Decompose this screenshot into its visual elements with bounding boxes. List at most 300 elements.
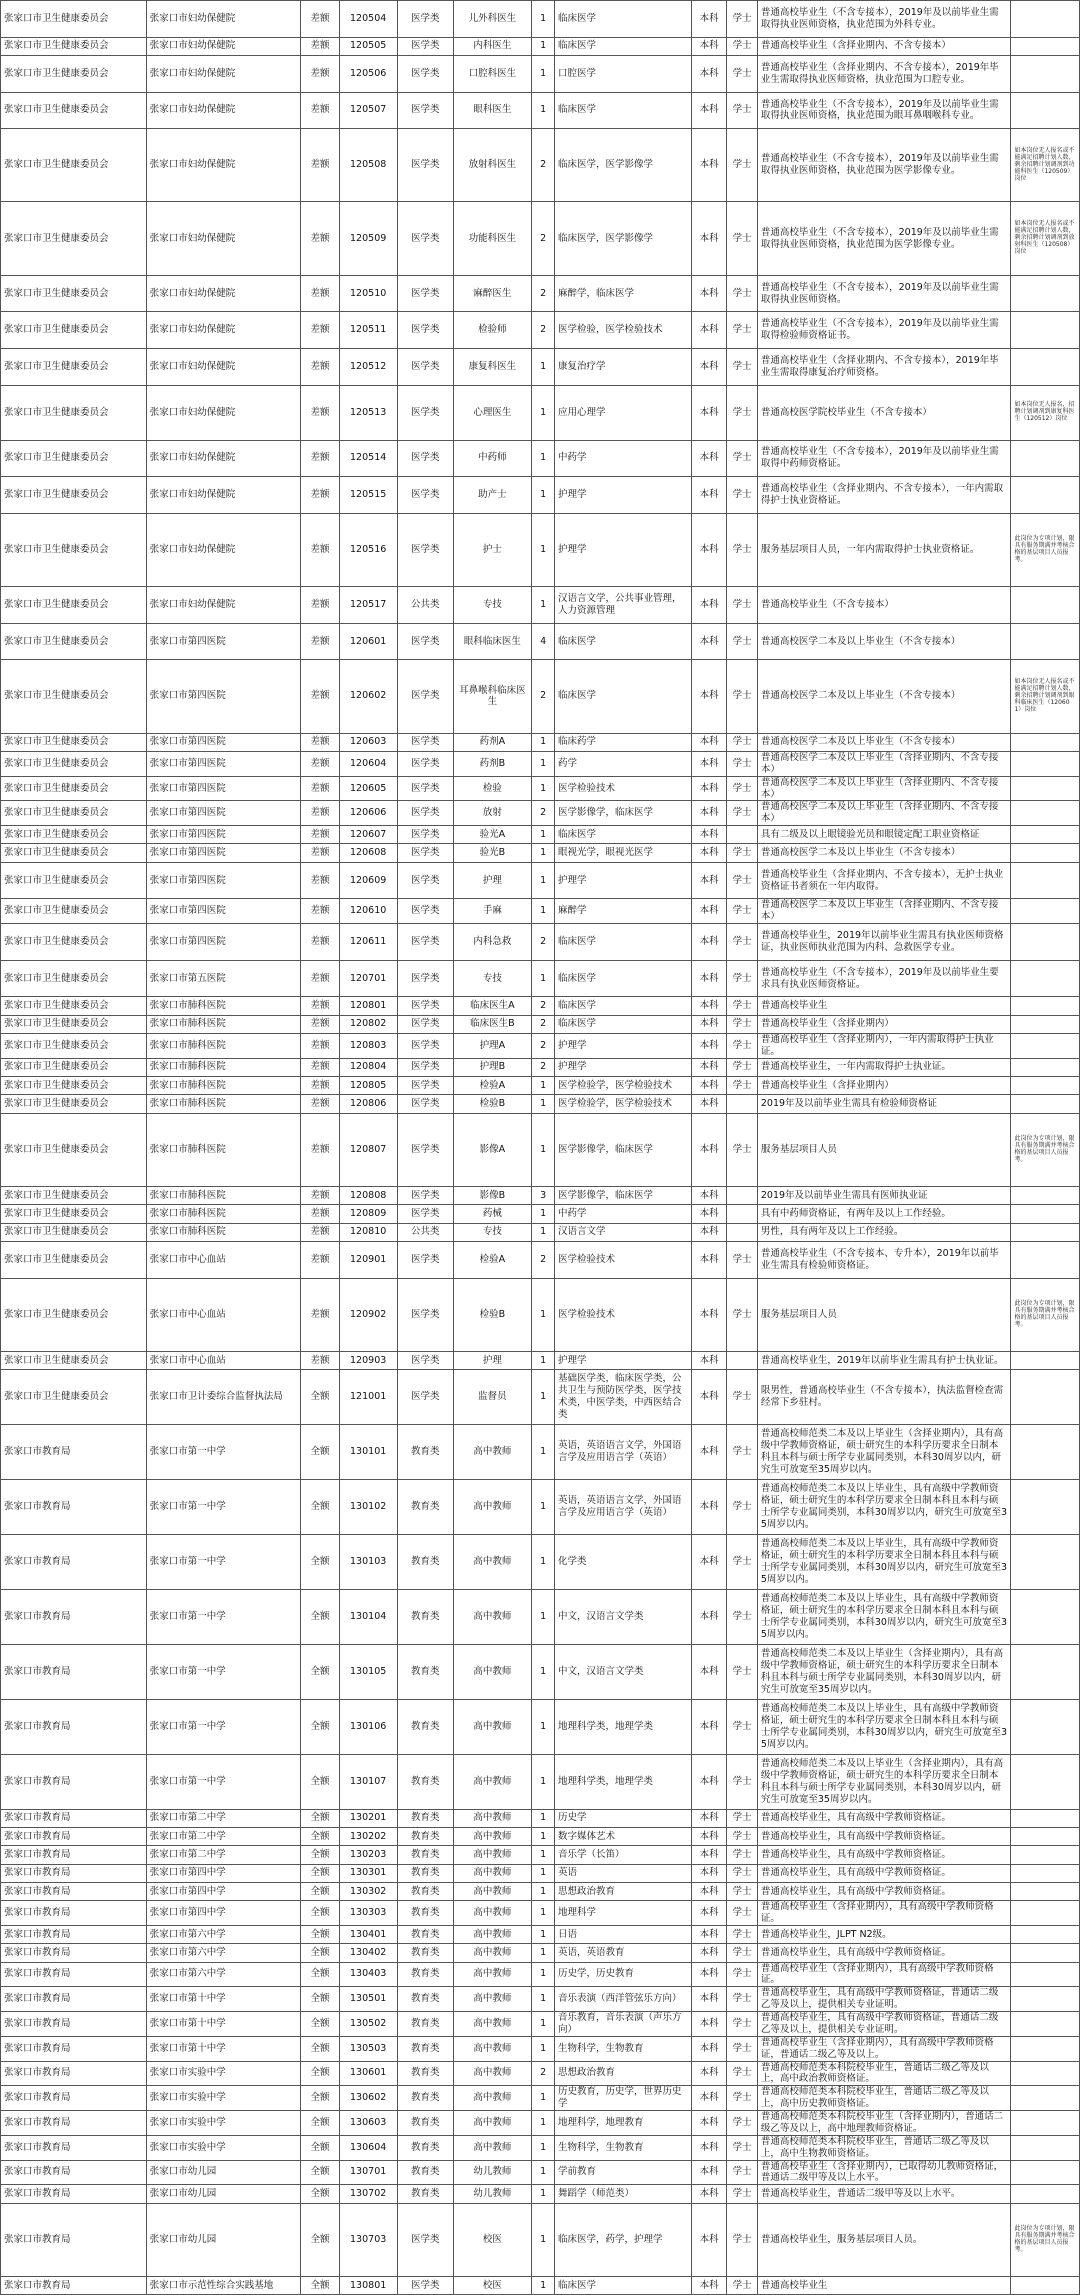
education-cell: 本科 bbox=[691, 37, 727, 55]
unit-cell: 张家口市肺科医院 bbox=[146, 1113, 301, 1186]
major-cell: 护理学 bbox=[555, 513, 692, 586]
unit-cell: 张家口市妇幼保健院 bbox=[146, 440, 301, 477]
position-code-cell: 120517 bbox=[339, 587, 397, 624]
category-cell: 医学类 bbox=[397, 623, 453, 660]
major-cell: 临床医学 bbox=[555, 2276, 692, 2294]
category-cell: 医学类 bbox=[397, 862, 453, 899]
department-cell: 张家口市卫生健康委员会 bbox=[1, 997, 147, 1015]
position-name-cell: 高中教师 bbox=[453, 2086, 532, 2111]
degree-cell: 学士 bbox=[727, 960, 757, 997]
unit-cell: 张家口市第四医院 bbox=[146, 862, 301, 899]
headcount-cell: 2 bbox=[532, 801, 555, 826]
education-cell: 本科 bbox=[691, 1351, 727, 1369]
position-name-cell: 内科急救 bbox=[453, 924, 532, 961]
funding-cell: 差额 bbox=[301, 1034, 339, 1059]
remarks-cell bbox=[1011, 275, 1080, 312]
remarks-cell bbox=[1011, 1095, 1080, 1113]
major-cell: 医学影像学，临床医学 bbox=[555, 1113, 692, 1186]
department-cell: 张家口市教育局 bbox=[1, 2276, 147, 2294]
department-cell: 张家口市卫生健康委员会 bbox=[1, 776, 147, 801]
department-cell: 张家口市教育局 bbox=[1, 1809, 147, 1827]
position-name-cell: 高中教师 bbox=[453, 1644, 532, 1699]
degree-cell: 学士 bbox=[727, 1962, 757, 1987]
remarks-cell bbox=[1011, 960, 1080, 997]
department-cell: 张家口市卫生健康委员会 bbox=[1, 751, 147, 776]
category-cell: 医学类 bbox=[397, 1278, 453, 1351]
table-row bbox=[1, 2036, 1080, 2061]
education-cell: 本科 bbox=[691, 1077, 727, 1095]
education-cell: 本科 bbox=[691, 960, 727, 997]
degree-cell: 学士 bbox=[727, 751, 757, 776]
funding-cell: 差额 bbox=[301, 776, 339, 801]
table-row bbox=[1, 776, 1080, 801]
headcount-cell: 1 bbox=[532, 1351, 555, 1369]
position-name-cell: 眼科医生 bbox=[453, 92, 532, 129]
major-cell: 药学 bbox=[555, 751, 692, 776]
table-row bbox=[1, 801, 1080, 826]
unit-cell: 张家口市肺科医院 bbox=[146, 1095, 301, 1113]
funding-cell: 差额 bbox=[301, 924, 339, 961]
category-cell: 医学类 bbox=[397, 733, 453, 751]
degree-cell: 学士 bbox=[727, 385, 757, 440]
funding-cell: 差额 bbox=[301, 801, 339, 826]
remarks-cell bbox=[1011, 1809, 1080, 1827]
unit-cell: 张家口市第二中学 bbox=[146, 1809, 301, 1827]
education-cell: 本科 bbox=[691, 2061, 727, 2086]
position-name-cell: 功能科医生 bbox=[453, 202, 532, 275]
education-cell: 本科 bbox=[691, 1113, 727, 1186]
headcount-cell: 1 bbox=[532, 751, 555, 776]
requirements-cell: 普通高校师范类本科院校毕业生，普通话二级乙等及以上，高中生物教师资格证。 bbox=[757, 2135, 1011, 2160]
unit-cell: 张家口市第四医院 bbox=[146, 733, 301, 751]
degree-cell: 学士 bbox=[727, 312, 757, 349]
degree-cell: 学士 bbox=[727, 513, 757, 586]
major-cell: 医学检验学，医学检验技术 bbox=[555, 1095, 692, 1113]
degree-cell bbox=[727, 826, 757, 844]
funding-cell: 差额 bbox=[301, 202, 339, 275]
unit-cell: 张家口市第五医院 bbox=[146, 960, 301, 997]
position-code-cell: 130602 bbox=[339, 2086, 397, 2111]
position-code-cell: 120804 bbox=[339, 1058, 397, 1076]
requirements-cell: 普通高校医学二本及以上毕业生（不含专接本） bbox=[757, 623, 1011, 660]
position-name-cell: 高中教师 bbox=[453, 2012, 532, 2037]
funding-cell: 全额 bbox=[301, 1827, 339, 1845]
department-cell: 张家口市教育局 bbox=[1, 1425, 147, 1480]
position-name-cell: 高中教师 bbox=[453, 1534, 532, 1589]
education-cell: 本科 bbox=[691, 385, 727, 440]
remarks-cell bbox=[1011, 1077, 1080, 1095]
remarks-cell bbox=[1011, 1644, 1080, 1699]
department-cell: 张家口市卫生健康委员会 bbox=[1, 844, 147, 862]
funding-cell: 差额 bbox=[301, 1015, 339, 1033]
headcount-cell: 1 bbox=[532, 1077, 555, 1095]
table-row bbox=[1, 477, 1080, 514]
remarks-cell: 如本岗位无人报名，招聘计划调剂到康复科医生（120512）岗位 bbox=[1011, 385, 1080, 440]
remarks-cell bbox=[1011, 2135, 1080, 2160]
department-cell: 张家口市卫生健康委员会 bbox=[1, 826, 147, 844]
requirements-cell: 普通高校毕业生，2019年以前毕业生需具有护士执业证。 bbox=[757, 1351, 1011, 1369]
remarks-cell bbox=[1011, 899, 1080, 924]
position-code-cell: 120611 bbox=[339, 924, 397, 961]
position-name-cell: 验光A bbox=[453, 826, 532, 844]
requirements-cell: 普通高校医学二本及以上毕业生（不含专接本） bbox=[757, 660, 1011, 733]
category-cell: 医学类 bbox=[397, 844, 453, 862]
table-row bbox=[1, 55, 1080, 92]
funding-cell: 差额 bbox=[301, 899, 339, 924]
funding-cell: 差额 bbox=[301, 623, 339, 660]
table-row bbox=[1, 1962, 1080, 1987]
department-cell: 张家口市教育局 bbox=[1, 2012, 147, 2037]
education-cell: 本科 bbox=[691, 1901, 727, 1926]
headcount-cell: 2 bbox=[532, 924, 555, 961]
department-cell: 张家口市卫生健康委员会 bbox=[1, 801, 147, 826]
position-name-cell: 眼科临床医生 bbox=[453, 623, 532, 660]
major-cell: 历史学 bbox=[555, 1809, 692, 1827]
major-cell: 汉语言文学 bbox=[555, 1223, 692, 1241]
position-name-cell: 幼儿教师 bbox=[453, 2185, 532, 2203]
table-row bbox=[1, 1034, 1080, 1059]
requirements-cell: 服务基层项目人员，一年内需取得护士执业资格证。 bbox=[757, 513, 1011, 586]
position-code-cell: 120605 bbox=[339, 776, 397, 801]
degree-cell: 学士 bbox=[727, 844, 757, 862]
degree-cell: 学士 bbox=[727, 2036, 757, 2061]
position-name-cell: 检验A bbox=[453, 1241, 532, 1278]
major-cell: 护理学 bbox=[555, 1058, 692, 1076]
position-name-cell: 药剂B bbox=[453, 751, 532, 776]
category-cell: 教育类 bbox=[397, 2135, 453, 2160]
position-code-cell: 120610 bbox=[339, 899, 397, 924]
headcount-cell: 2 bbox=[532, 1058, 555, 1076]
table-row bbox=[1, 37, 1080, 55]
unit-cell: 张家口市妇幼保健院 bbox=[146, 312, 301, 349]
remarks-cell bbox=[1011, 1058, 1080, 1076]
major-cell: 医学影像学，临床医学 bbox=[555, 801, 692, 826]
department-cell: 张家口市教育局 bbox=[1, 1754, 147, 1809]
table-row bbox=[1, 587, 1080, 624]
position-code-cell: 120507 bbox=[339, 92, 397, 129]
education-cell: 本科 bbox=[691, 1058, 727, 1076]
department-cell: 张家口市卫生健康委员会 bbox=[1, 1058, 147, 1076]
funding-cell: 差额 bbox=[301, 1278, 339, 1351]
funding-cell: 差额 bbox=[301, 862, 339, 899]
degree-cell: 学士 bbox=[727, 623, 757, 660]
headcount-cell: 1 bbox=[532, 844, 555, 862]
position-name-cell: 高中教师 bbox=[453, 1925, 532, 1943]
unit-cell: 张家口市实验中学 bbox=[146, 2135, 301, 2160]
headcount-cell: 2 bbox=[532, 1034, 555, 1059]
education-cell: 本科 bbox=[691, 623, 727, 660]
position-code-cell: 130105 bbox=[339, 1644, 397, 1699]
remarks-cell bbox=[1011, 1882, 1080, 1900]
unit-cell: 张家口市第四医院 bbox=[146, 899, 301, 924]
remarks-cell bbox=[1011, 924, 1080, 961]
degree-cell: 学士 bbox=[727, 1534, 757, 1589]
funding-cell: 差额 bbox=[301, 960, 339, 997]
education-cell: 本科 bbox=[691, 2036, 727, 2061]
table-row bbox=[1, 2203, 1080, 2276]
position-name-cell: 检验B bbox=[453, 1095, 532, 1113]
education-cell: 本科 bbox=[691, 2276, 727, 2294]
remarks-cell bbox=[1011, 37, 1080, 55]
position-name-cell: 高中教师 bbox=[453, 1882, 532, 1900]
funding-cell: 差额 bbox=[301, 477, 339, 514]
position-name-cell: 护理B bbox=[453, 1058, 532, 1076]
position-name-cell: 内科医生 bbox=[453, 37, 532, 55]
remarks-cell bbox=[1011, 862, 1080, 899]
major-cell: 英语 bbox=[555, 1864, 692, 1882]
department-cell: 张家口市卫生健康委员会 bbox=[1, 1, 147, 38]
major-cell: 基础医学类，临床医学类，公共卫生与预防医学类，医学技术类，中医学类，中西医结合类 bbox=[555, 1370, 692, 1425]
requirements-cell: 具有二级及以上眼镜验光员和眼镜定配工职业资格证 bbox=[757, 826, 1011, 844]
category-cell: 医学类 bbox=[397, 513, 453, 586]
table-row bbox=[1, 1058, 1080, 1076]
degree-cell: 学士 bbox=[727, 1015, 757, 1033]
position-name-cell: 临床医生B bbox=[453, 1015, 532, 1033]
major-cell: 应用心理学 bbox=[555, 385, 692, 440]
department-cell: 张家口市卫生健康委员会 bbox=[1, 1186, 147, 1204]
major-cell: 康复治疗学 bbox=[555, 348, 692, 385]
table-row bbox=[1, 1015, 1080, 1033]
position-name-cell: 检验师 bbox=[453, 312, 532, 349]
department-cell: 张家口市卫生健康委员会 bbox=[1, 862, 147, 899]
position-name-cell: 手麻 bbox=[453, 899, 532, 924]
category-cell: 医学类 bbox=[397, 1370, 453, 1425]
position-code-cell: 130403 bbox=[339, 1962, 397, 1987]
headcount-cell: 1 bbox=[532, 385, 555, 440]
department-cell: 张家口市卫生健康委员会 bbox=[1, 960, 147, 997]
education-cell: 本科 bbox=[691, 2203, 727, 2276]
requirements-cell: 普通高校毕业生，JLPT N2级。 bbox=[757, 1925, 1011, 1943]
unit-cell: 张家口市肺科医院 bbox=[146, 1015, 301, 1033]
education-cell: 本科 bbox=[691, 513, 727, 586]
requirements-cell: 普通高校师范类本科院校毕业生，普通话二级乙等及以上，高中政治教师资格证。 bbox=[757, 2061, 1011, 2086]
remarks-cell: 如本岗位无人报名或不能满足招聘计划人数，剩余招聘计划调剂到放射科医生（120508）岗位 bbox=[1011, 202, 1080, 275]
degree-cell bbox=[727, 1351, 757, 1369]
degree-cell: 学士 bbox=[727, 862, 757, 899]
major-cell: 中文，汉语言文学类 bbox=[555, 1589, 692, 1644]
headcount-cell: 1 bbox=[532, 2276, 555, 2294]
requirements-cell: 普通高校师范类本科院校毕业生，普通话二级乙等及以上，高中历史教师资格证。 bbox=[757, 2086, 1011, 2111]
unit-cell: 张家口市妇幼保健院 bbox=[146, 37, 301, 55]
requirements-cell: 普通高校毕业生（不含专接本），2019年及以前毕业生需取得执业医师资格。 bbox=[757, 275, 1011, 312]
category-cell: 医学类 bbox=[397, 997, 453, 1015]
department-cell: 张家口市教育局 bbox=[1, 2160, 147, 2185]
category-cell: 医学类 bbox=[397, 55, 453, 92]
requirements-cell: 普通高校医学二本及以上毕业生（不含专接本） bbox=[757, 844, 1011, 862]
major-cell: 临床医学 bbox=[555, 623, 692, 660]
funding-cell: 全额 bbox=[301, 1479, 339, 1534]
unit-cell: 张家口市妇幼保健院 bbox=[146, 92, 301, 129]
headcount-cell: 1 bbox=[532, 826, 555, 844]
category-cell: 医学类 bbox=[397, 1034, 453, 1059]
unit-cell: 张家口市妇幼保健院 bbox=[146, 385, 301, 440]
position-code-cell: 120604 bbox=[339, 751, 397, 776]
table-row bbox=[1, 2111, 1080, 2136]
headcount-cell: 1 bbox=[532, 776, 555, 801]
education-cell: 本科 bbox=[691, 801, 727, 826]
education-cell: 本科 bbox=[691, 2185, 727, 2203]
department-cell: 张家口市卫生健康委员会 bbox=[1, 385, 147, 440]
position-code-cell: 120505 bbox=[339, 37, 397, 55]
headcount-cell: 1 bbox=[532, 1754, 555, 1809]
education-cell: 本科 bbox=[691, 1205, 727, 1223]
position-name-cell: 高中教师 bbox=[453, 1987, 532, 2012]
funding-cell: 全额 bbox=[301, 2135, 339, 2160]
degree-cell: 学士 bbox=[727, 1901, 757, 1926]
requirements-cell: 普通高校毕业生（不含专接本），2019年及以前毕业生需取得检验师资格证书。 bbox=[757, 312, 1011, 349]
headcount-cell: 1 bbox=[532, 1846, 555, 1864]
headcount-cell: 1 bbox=[532, 513, 555, 586]
unit-cell: 张家口市幼儿园 bbox=[146, 2160, 301, 2185]
department-cell: 张家口市卫生健康委员会 bbox=[1, 1278, 147, 1351]
headcount-cell: 1 bbox=[532, 1589, 555, 1644]
funding-cell: 差额 bbox=[301, 1205, 339, 1223]
table-row bbox=[1, 1113, 1080, 1186]
table-row bbox=[1, 2160, 1080, 2185]
requirements-cell: 普通高校医学二本及以上毕业生（含择业期内、不含专接本） bbox=[757, 751, 1011, 776]
department-cell: 张家口市教育局 bbox=[1, 2135, 147, 2160]
education-cell: 本科 bbox=[691, 587, 727, 624]
table-row bbox=[1, 1882, 1080, 1900]
headcount-cell: 1 bbox=[532, 733, 555, 751]
requirements-cell: 服务基层项目人员 bbox=[757, 1113, 1011, 1186]
position-code-cell: 120603 bbox=[339, 733, 397, 751]
position-name-cell: 高中教师 bbox=[453, 1425, 532, 1480]
requirements-cell: 普通高校师范类二本及以上毕业生，具有高级中学教师资格证，硕士研究生的本科学历要求全日制本科且本科与硕士所学专业属同类别，本科30周岁以内，研究生可放宽至35周岁以内。 bbox=[757, 1699, 1011, 1754]
department-cell: 张家口市教育局 bbox=[1, 1987, 147, 2012]
requirements-cell: 2019年及以前毕业生需具有检验师资格证 bbox=[757, 1095, 1011, 1113]
table-row bbox=[1, 960, 1080, 997]
remarks-cell bbox=[1011, 1370, 1080, 1425]
major-cell: 英语，英语教育 bbox=[555, 1944, 692, 1962]
remarks-cell: 如本岗位无人报名或不能满足招聘计划人数，剩余招聘计划调剂到眼科临床医生（120601）岗位 bbox=[1011, 660, 1080, 733]
department-cell: 张家口市卫生健康委员会 bbox=[1, 1370, 147, 1425]
position-code-cell: 120512 bbox=[339, 348, 397, 385]
position-name-cell: 助产士 bbox=[453, 477, 532, 514]
category-cell: 医学类 bbox=[397, 1095, 453, 1113]
unit-cell: 张家口市第一中学 bbox=[146, 1479, 301, 1534]
remarks-cell: 此岗位为专项计划，限具有服务期满并考核合格的基层项目人员报考。 bbox=[1011, 2203, 1080, 2276]
degree-cell: 学士 bbox=[727, 660, 757, 733]
headcount-cell: 1 bbox=[532, 2185, 555, 2203]
education-cell: 本科 bbox=[691, 862, 727, 899]
remarks-cell bbox=[1011, 1351, 1080, 1369]
table-row bbox=[1, 1351, 1080, 1369]
education-cell: 本科 bbox=[691, 1034, 727, 1059]
headcount-cell: 1 bbox=[532, 862, 555, 899]
degree-cell: 学士 bbox=[727, 477, 757, 514]
education-cell: 本科 bbox=[691, 440, 727, 477]
headcount-cell: 1 bbox=[532, 2160, 555, 2185]
funding-cell: 全额 bbox=[301, 1370, 339, 1425]
position-code-cell: 120903 bbox=[339, 1351, 397, 1369]
funding-cell: 差额 bbox=[301, 37, 339, 55]
funding-cell: 全额 bbox=[301, 1699, 339, 1754]
table-row bbox=[1, 1809, 1080, 1827]
category-cell: 教育类 bbox=[397, 1925, 453, 1943]
funding-cell: 全额 bbox=[301, 2036, 339, 2061]
degree-cell: 学士 bbox=[727, 997, 757, 1015]
category-cell: 医学类 bbox=[397, 348, 453, 385]
position-name-cell: 幼儿教师 bbox=[453, 2160, 532, 2185]
major-cell: 临床医学 bbox=[555, 92, 692, 129]
major-cell: 医学影像学，临床医学 bbox=[555, 1186, 692, 1204]
funding-cell: 全额 bbox=[301, 1944, 339, 1962]
category-cell: 教育类 bbox=[397, 1864, 453, 1882]
headcount-cell: 2 bbox=[532, 202, 555, 275]
major-cell: 临床医学 bbox=[555, 924, 692, 961]
major-cell: 临床医学，药学，护理学 bbox=[555, 2203, 692, 2276]
remarks-cell bbox=[1011, 2276, 1080, 2294]
requirements-cell: 普通高校师范类二本及以上毕业生（含择业期内），具有高级中学教师资格证，硕士研究生的本科学历要求全日制本科且本科与硕士所学专业属同类别，本科30周岁以内，研究生可放宽至35周岁以内。 bbox=[757, 1644, 1011, 1699]
education-cell: 本科 bbox=[691, 826, 727, 844]
position-name-cell: 高中教师 bbox=[453, 1589, 532, 1644]
headcount-cell: 1 bbox=[532, 1205, 555, 1223]
requirements-cell: 普通高校毕业生，具有高级中学教师资格证，普通话二级乙等及以上，提供相关专业证明。 bbox=[757, 2012, 1011, 2037]
degree-cell: 学士 bbox=[727, 1241, 757, 1278]
requirements-cell: 服务基层项目人员 bbox=[757, 1278, 1011, 1351]
funding-cell: 差额 bbox=[301, 826, 339, 844]
remarks-cell bbox=[1011, 2036, 1080, 2061]
headcount-cell: 1 bbox=[532, 1425, 555, 1480]
degree-cell: 学士 bbox=[727, 1589, 757, 1644]
remarks-cell bbox=[1011, 1962, 1080, 1987]
unit-cell: 张家口市幼儿园 bbox=[146, 2185, 301, 2203]
position-name-cell: 检验 bbox=[453, 776, 532, 801]
category-cell: 教育类 bbox=[397, 2061, 453, 2086]
department-cell: 张家口市教育局 bbox=[1, 1479, 147, 1534]
headcount-cell: 1 bbox=[532, 1809, 555, 1827]
remarks-cell bbox=[1011, 1925, 1080, 1943]
unit-cell: 张家口市第十中学 bbox=[146, 2012, 301, 2037]
remarks-cell bbox=[1011, 2061, 1080, 2086]
department-cell: 张家口市卫生健康委员会 bbox=[1, 660, 147, 733]
department-cell: 张家口市卫生健康委员会 bbox=[1, 55, 147, 92]
department-cell: 张家口市教育局 bbox=[1, 1925, 147, 1943]
table-row bbox=[1, 1205, 1080, 1223]
table-row bbox=[1, 1425, 1080, 1480]
education-cell: 本科 bbox=[691, 751, 727, 776]
table-row bbox=[1, 623, 1080, 660]
table-row bbox=[1, 1095, 1080, 1113]
education-cell: 本科 bbox=[691, 477, 727, 514]
degree-cell: 学士 bbox=[727, 275, 757, 312]
education-cell: 本科 bbox=[691, 2012, 727, 2037]
degree-cell: 学士 bbox=[727, 55, 757, 92]
headcount-cell: 1 bbox=[532, 1479, 555, 1534]
department-cell: 张家口市教育局 bbox=[1, 1944, 147, 1962]
education-cell: 本科 bbox=[691, 129, 727, 202]
position-code-cell: 120602 bbox=[339, 660, 397, 733]
requirements-cell: 普通高校毕业生，具有高级中学教师资格证。 bbox=[757, 1846, 1011, 1864]
table-row bbox=[1, 1370, 1080, 1425]
position-name-cell: 药械 bbox=[453, 1205, 532, 1223]
table-row bbox=[1, 312, 1080, 349]
headcount-cell: 1 bbox=[532, 2111, 555, 2136]
degree-cell: 学士 bbox=[727, 587, 757, 624]
unit-cell: 张家口市第四医院 bbox=[146, 776, 301, 801]
education-cell: 本科 bbox=[691, 1370, 727, 1425]
requirements-cell: 普通高校毕业生（含择业期内），具有高级中学教师资格证，普通话二级乙等及以上。 bbox=[757, 2036, 1011, 2061]
category-cell: 医学类 bbox=[397, 92, 453, 129]
department-cell: 张家口市卫生健康委员会 bbox=[1, 1205, 147, 1223]
education-cell: 本科 bbox=[691, 1846, 727, 1864]
table-row bbox=[1, 1241, 1080, 1278]
remarks-cell bbox=[1011, 1223, 1080, 1241]
education-cell: 本科 bbox=[691, 1987, 727, 2012]
funding-cell: 全额 bbox=[301, 2276, 339, 2294]
major-cell: 临床医学 bbox=[555, 960, 692, 997]
